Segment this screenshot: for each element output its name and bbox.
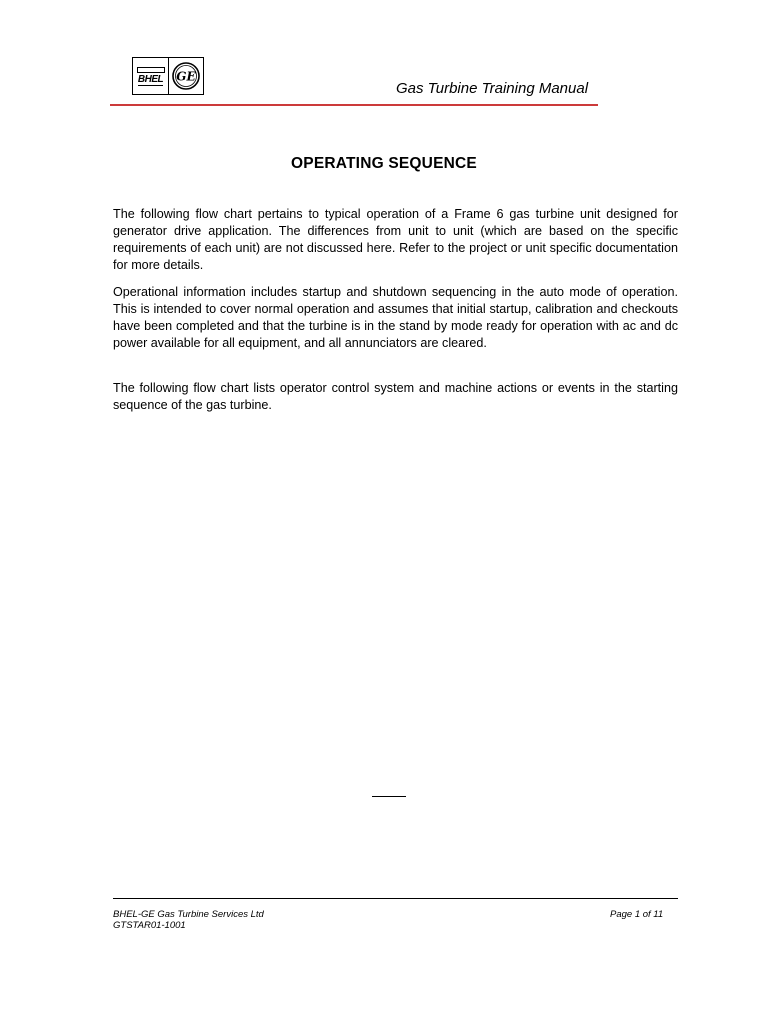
footer-divider bbox=[113, 898, 678, 899]
paragraph: The following flow chart pertains to typical operation of a Frame 6 gas turbine unit designed for generator drive application. The differences from unit to unit (which are based on the specific requirements of each unit) are not discussed here. Refer to the project or unit specific documentation for more details. bbox=[113, 207, 678, 272]
bhel-logo bbox=[133, 58, 169, 94]
bhel-logo-text: BHEL bbox=[137, 73, 164, 85]
ge-logo bbox=[169, 58, 203, 94]
header-divider bbox=[110, 104, 598, 106]
company-logo bbox=[132, 57, 204, 95]
bhel-logo-bar bbox=[137, 67, 165, 73]
ge-monogram-icon bbox=[171, 61, 201, 91]
document-code: GTSTAR01-1001 bbox=[113, 920, 186, 931]
paragraph: The following flow chart lists operator control system and machine actions or events in the starting sequence of the gas turbine. bbox=[113, 381, 678, 412]
page-number: Page 1 of 11 bbox=[610, 909, 664, 920]
short-divider bbox=[372, 796, 406, 797]
footer-company: BHEL-GE Gas Turbine Services Ltd bbox=[113, 909, 264, 920]
ge-logo-text: GE bbox=[176, 69, 196, 84]
manual-title: Gas Turbine Training Manual bbox=[396, 80, 589, 97]
section-title: OPERATING SEQUENCE bbox=[291, 155, 477, 172]
paragraph: Operational information includes startup and shutdown sequencing in the auto mode of operation. This is intended to cover normal operation and assumes that initial startup, calibration and checkouts have been completed and that the turbine is in the stand by mode ready for operation with ac and dc power available for all equipment, and all annunciators are cleared. bbox=[113, 285, 678, 350]
